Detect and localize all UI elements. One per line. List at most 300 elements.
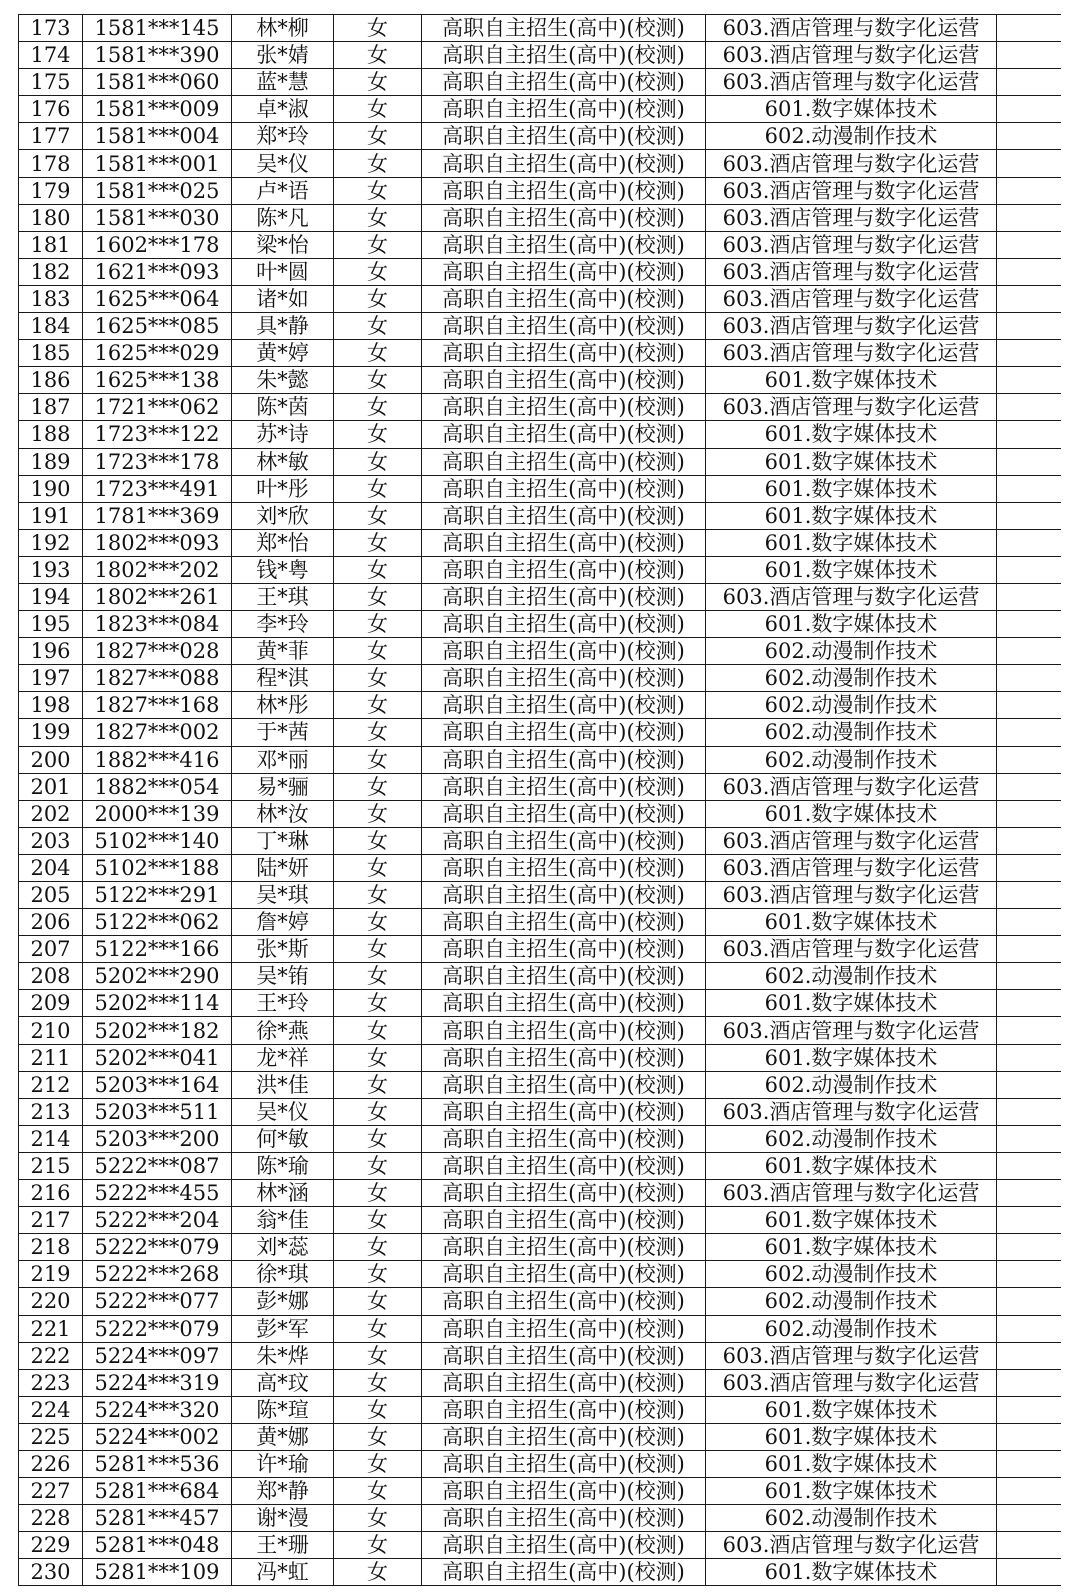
- empty-cell: [997, 882, 1061, 909]
- gender-cell: 女: [334, 1071, 422, 1098]
- name-cell: 程*淇: [232, 665, 334, 692]
- candidate-id-cell: 1827***028: [83, 638, 232, 665]
- gender-cell: 女: [334, 42, 422, 69]
- table-row: [19, 177, 1061, 204]
- candidate-id-cell: 1802***202: [83, 556, 232, 583]
- gender-cell: 女: [334, 1505, 422, 1532]
- gender-cell: 女: [334, 1396, 422, 1423]
- major-cell: 601.数字媒体技术: [706, 502, 997, 529]
- name-cell: 诸*如: [232, 285, 334, 312]
- empty-cell: [997, 1369, 1061, 1396]
- serial-number-cell: 175: [19, 69, 83, 96]
- empty-cell: [997, 638, 1061, 665]
- name-cell: 詹*婷: [232, 909, 334, 936]
- major-cell: 602.动漫制作技术: [706, 1261, 997, 1288]
- serial-number-cell: 183: [19, 285, 83, 312]
- serial-number-cell: 179: [19, 177, 83, 204]
- candidate-id-cell: 5222***087: [83, 1152, 232, 1179]
- table-row: [19, 231, 1061, 258]
- empty-cell: [997, 827, 1061, 854]
- admission-type-cell: 高职自主招生(高中)(校测): [422, 1125, 706, 1152]
- name-cell: 朱*烨: [232, 1342, 334, 1369]
- admission-type-cell: 高职自主招生(高中)(校测): [422, 285, 706, 312]
- name-cell: 郑*怡: [232, 529, 334, 556]
- serial-number-cell: 229: [19, 1532, 83, 1559]
- major-cell: 603.酒店管理与数字化运营: [706, 42, 997, 69]
- serial-number-cell: 226: [19, 1450, 83, 1477]
- major-cell: 601.数字媒体技术: [706, 990, 997, 1017]
- gender-cell: 女: [334, 719, 422, 746]
- empty-cell: [997, 719, 1061, 746]
- gender-cell: 女: [334, 1098, 422, 1125]
- table-row: [19, 882, 1061, 909]
- table-row: [19, 96, 1061, 123]
- gender-cell: 女: [334, 1180, 422, 1207]
- candidate-id-cell: 1781***369: [83, 502, 232, 529]
- admission-type-cell: 高职自主招生(高中)(校测): [422, 1450, 706, 1477]
- name-cell: 梁*怡: [232, 231, 334, 258]
- name-cell: 卢*语: [232, 177, 334, 204]
- serial-number-cell: 198: [19, 692, 83, 719]
- name-cell: 徐*燕: [232, 1017, 334, 1044]
- admission-type-cell: 高职自主招生(高中)(校测): [422, 1532, 706, 1559]
- table-row: [19, 1532, 1061, 1559]
- serial-number-cell: 193: [19, 556, 83, 583]
- admission-list-table: [18, 14, 1061, 1586]
- name-cell: 高*玟: [232, 1369, 334, 1396]
- gender-cell: 女: [334, 556, 422, 583]
- name-cell: 张*婧: [232, 42, 334, 69]
- serial-number-cell: 186: [19, 367, 83, 394]
- empty-cell: [997, 1396, 1061, 1423]
- gender-cell: 女: [334, 15, 422, 42]
- empty-cell: [997, 909, 1061, 936]
- table-row: [19, 69, 1061, 96]
- name-cell: 刘*欣: [232, 502, 334, 529]
- major-cell: 603.酒店管理与数字化运营: [706, 177, 997, 204]
- name-cell: 陈*瑜: [232, 1152, 334, 1179]
- table-row: [19, 502, 1061, 529]
- empty-cell: [997, 231, 1061, 258]
- table-row: [19, 909, 1061, 936]
- candidate-id-cell: 5203***511: [83, 1098, 232, 1125]
- name-cell: 陆*妍: [232, 854, 334, 881]
- candidate-id-cell: 1625***064: [83, 285, 232, 312]
- admission-type-cell: 高职自主招生(高中)(校测): [422, 42, 706, 69]
- admission-type-cell: 高职自主招生(高中)(校测): [422, 313, 706, 340]
- name-cell: 丁*琳: [232, 827, 334, 854]
- gender-cell: 女: [334, 123, 422, 150]
- empty-cell: [997, 773, 1061, 800]
- candidate-id-cell: 5222***204: [83, 1207, 232, 1234]
- table-row: [19, 42, 1061, 69]
- table-row: [19, 746, 1061, 773]
- name-cell: 王*玲: [232, 990, 334, 1017]
- major-cell: 601.数字媒体技术: [706, 1044, 997, 1071]
- empty-cell: [997, 936, 1061, 963]
- empty-cell: [997, 854, 1061, 881]
- gender-cell: 女: [334, 313, 422, 340]
- candidate-id-cell: 1802***261: [83, 583, 232, 610]
- serial-number-cell: 217: [19, 1207, 83, 1234]
- major-cell: 603.酒店管理与数字化运营: [706, 583, 997, 610]
- empty-cell: [997, 611, 1061, 638]
- empty-cell: [997, 96, 1061, 123]
- name-cell: 徐*琪: [232, 1261, 334, 1288]
- empty-cell: [997, 692, 1061, 719]
- gender-cell: 女: [334, 611, 422, 638]
- candidate-id-cell: 5224***319: [83, 1369, 232, 1396]
- serial-number-cell: 190: [19, 475, 83, 502]
- empty-cell: [997, 1315, 1061, 1342]
- candidate-id-cell: 2000***139: [83, 800, 232, 827]
- table-row: [19, 1261, 1061, 1288]
- serial-number-cell: 178: [19, 150, 83, 177]
- candidate-id-cell: 5281***457: [83, 1505, 232, 1532]
- table-row: [19, 448, 1061, 475]
- name-cell: 林*柳: [232, 15, 334, 42]
- name-cell: 吴*琪: [232, 882, 334, 909]
- admission-type-cell: 高职自主招生(高中)(校测): [422, 1234, 706, 1261]
- admission-type-cell: 高职自主招生(高中)(校测): [422, 475, 706, 502]
- empty-cell: [997, 475, 1061, 502]
- empty-cell: [997, 1125, 1061, 1152]
- admission-type-cell: 高职自主招生(高中)(校测): [422, 1261, 706, 1288]
- admission-type-cell: 高职自主招生(高中)(校测): [422, 882, 706, 909]
- empty-cell: [997, 258, 1061, 285]
- table-row: [19, 123, 1061, 150]
- admission-type-cell: 高职自主招生(高中)(校测): [422, 231, 706, 258]
- name-cell: 吴*铕: [232, 963, 334, 990]
- name-cell: 郑*静: [232, 1478, 334, 1505]
- admission-type-cell: 高职自主招生(高中)(校测): [422, 1152, 706, 1179]
- gender-cell: 女: [334, 502, 422, 529]
- candidate-id-cell: 5224***002: [83, 1423, 232, 1450]
- candidate-id-cell: 5222***079: [83, 1234, 232, 1261]
- empty-cell: [997, 556, 1061, 583]
- empty-cell: [997, 746, 1061, 773]
- serial-number-cell: 207: [19, 936, 83, 963]
- gender-cell: 女: [334, 827, 422, 854]
- name-cell: 洪*佳: [232, 1071, 334, 1098]
- admission-type-cell: 高职自主招生(高中)(校测): [422, 177, 706, 204]
- admission-type-cell: 高职自主招生(高中)(校测): [422, 258, 706, 285]
- serial-number-cell: 191: [19, 502, 83, 529]
- candidate-id-cell: 5202***041: [83, 1044, 232, 1071]
- admission-type-cell: 高职自主招生(高中)(校测): [422, 69, 706, 96]
- admission-type-cell: 高职自主招生(高中)(校测): [422, 1342, 706, 1369]
- empty-cell: [997, 421, 1061, 448]
- major-cell: 601.数字媒体技术: [706, 96, 997, 123]
- gender-cell: 女: [334, 96, 422, 123]
- major-cell: 602.动漫制作技术: [706, 1071, 997, 1098]
- name-cell: 张*斯: [232, 936, 334, 963]
- admission-type-cell: 高职自主招生(高中)(校测): [422, 583, 706, 610]
- gender-cell: 女: [334, 773, 422, 800]
- table-row: [19, 854, 1061, 881]
- table-row: [19, 638, 1061, 665]
- serial-number-cell: 203: [19, 827, 83, 854]
- table-row: [19, 340, 1061, 367]
- major-cell: 602.动漫制作技术: [706, 692, 997, 719]
- name-cell: 林*敏: [232, 448, 334, 475]
- gender-cell: 女: [334, 1450, 422, 1477]
- candidate-id-cell: 1581***030: [83, 204, 232, 231]
- gender-cell: 女: [334, 854, 422, 881]
- candidate-id-cell: 1882***054: [83, 773, 232, 800]
- table-row: [19, 1152, 1061, 1179]
- candidate-id-cell: 5222***077: [83, 1288, 232, 1315]
- major-cell: 602.动漫制作技术: [706, 1315, 997, 1342]
- major-cell: 603.酒店管理与数字化运营: [706, 1180, 997, 1207]
- serial-number-cell: 227: [19, 1478, 83, 1505]
- gender-cell: 女: [334, 1315, 422, 1342]
- serial-number-cell: 228: [19, 1505, 83, 1532]
- serial-number-cell: 197: [19, 665, 83, 692]
- empty-cell: [997, 800, 1061, 827]
- admission-type-cell: 高职自主招生(高中)(校测): [422, 990, 706, 1017]
- major-cell: 601.数字媒体技术: [706, 448, 997, 475]
- serial-number-cell: 223: [19, 1369, 83, 1396]
- major-cell: 601.数字媒体技术: [706, 1207, 997, 1234]
- major-cell: 603.酒店管理与数字化运营: [706, 394, 997, 421]
- name-cell: 黄*娜: [232, 1423, 334, 1450]
- gender-cell: 女: [334, 990, 422, 1017]
- gender-cell: 女: [334, 204, 422, 231]
- table-row: [19, 1505, 1061, 1532]
- admission-type-cell: 高职自主招生(高中)(校测): [422, 448, 706, 475]
- major-cell: 602.动漫制作技术: [706, 963, 997, 990]
- serial-number-cell: 214: [19, 1125, 83, 1152]
- serial-number-cell: 218: [19, 1234, 83, 1261]
- gender-cell: 女: [334, 1559, 422, 1586]
- candidate-id-cell: 1802***093: [83, 529, 232, 556]
- admission-type-cell: 高职自主招生(高中)(校测): [422, 1369, 706, 1396]
- major-cell: 601.数字媒体技术: [706, 1234, 997, 1261]
- candidate-id-cell: 1721***062: [83, 394, 232, 421]
- serial-number-cell: 174: [19, 42, 83, 69]
- admission-type-cell: 高职自主招生(高中)(校测): [422, 827, 706, 854]
- major-cell: 601.数字媒体技术: [706, 1396, 997, 1423]
- gender-cell: 女: [334, 475, 422, 502]
- table-row: [19, 1450, 1061, 1477]
- empty-cell: [997, 15, 1061, 42]
- gender-cell: 女: [334, 448, 422, 475]
- name-cell: 具*静: [232, 313, 334, 340]
- empty-cell: [997, 1559, 1061, 1586]
- major-cell: 603.酒店管理与数字化运营: [706, 204, 997, 231]
- gender-cell: 女: [334, 1478, 422, 1505]
- gender-cell: 女: [334, 692, 422, 719]
- gender-cell: 女: [334, 1017, 422, 1044]
- major-cell: 603.酒店管理与数字化运营: [706, 1098, 997, 1125]
- major-cell: 603.酒店管理与数字化运营: [706, 150, 997, 177]
- admission-type-cell: 高职自主招生(高中)(校测): [422, 611, 706, 638]
- serial-number-cell: 192: [19, 529, 83, 556]
- major-cell: 602.动漫制作技术: [706, 123, 997, 150]
- name-cell: 谢*漫: [232, 1505, 334, 1532]
- serial-number-cell: 204: [19, 854, 83, 881]
- major-cell: 603.酒店管理与数字化运营: [706, 1017, 997, 1044]
- admission-type-cell: 高职自主招生(高中)(校测): [422, 800, 706, 827]
- major-cell: 603.酒店管理与数字化运营: [706, 936, 997, 963]
- major-cell: 601.数字媒体技术: [706, 556, 997, 583]
- major-cell: 603.酒店管理与数字化运营: [706, 231, 997, 258]
- major-cell: 603.酒店管理与数字化运营: [706, 285, 997, 312]
- serial-number-cell: 184: [19, 313, 83, 340]
- empty-cell: [997, 150, 1061, 177]
- table-row: [19, 719, 1061, 746]
- major-cell: 603.酒店管理与数字化运营: [706, 313, 997, 340]
- gender-cell: 女: [334, 1152, 422, 1179]
- serial-number-cell: 215: [19, 1152, 83, 1179]
- admission-type-cell: 高职自主招生(高中)(校测): [422, 1396, 706, 1423]
- major-cell: 603.酒店管理与数字化运营: [706, 827, 997, 854]
- gender-cell: 女: [334, 1261, 422, 1288]
- serial-number-cell: 195: [19, 611, 83, 638]
- gender-cell: 女: [334, 963, 422, 990]
- name-cell: 王*琪: [232, 583, 334, 610]
- empty-cell: [997, 665, 1061, 692]
- table-row: [19, 1315, 1061, 1342]
- gender-cell: 女: [334, 882, 422, 909]
- empty-cell: [997, 1017, 1061, 1044]
- candidate-id-cell: 1625***029: [83, 340, 232, 367]
- empty-cell: [997, 177, 1061, 204]
- candidate-id-cell: 1581***060: [83, 69, 232, 96]
- major-cell: 601.数字媒体技术: [706, 1450, 997, 1477]
- serial-number-cell: 219: [19, 1261, 83, 1288]
- name-cell: 刘*蕊: [232, 1234, 334, 1261]
- name-cell: 林*彤: [232, 692, 334, 719]
- major-cell: 601.数字媒体技术: [706, 1478, 997, 1505]
- candidate-id-cell: 5281***109: [83, 1559, 232, 1586]
- major-cell: 603.酒店管理与数字化运营: [706, 882, 997, 909]
- name-cell: 叶*彤: [232, 475, 334, 502]
- empty-cell: [997, 1478, 1061, 1505]
- candidate-id-cell: 1827***088: [83, 665, 232, 692]
- major-cell: 601.数字媒体技术: [706, 421, 997, 448]
- serial-number-cell: 208: [19, 963, 83, 990]
- serial-number-cell: 224: [19, 1396, 83, 1423]
- empty-cell: [997, 1423, 1061, 1450]
- empty-cell: [997, 990, 1061, 1017]
- gender-cell: 女: [334, 800, 422, 827]
- admission-type-cell: 高职自主招生(高中)(校测): [422, 963, 706, 990]
- table-row: [19, 1125, 1061, 1152]
- major-cell: 601.数字媒体技术: [706, 1152, 997, 1179]
- name-cell: 于*茜: [232, 719, 334, 746]
- admission-type-cell: 高职自主招生(高中)(校测): [422, 692, 706, 719]
- name-cell: 陈*瑄: [232, 1396, 334, 1423]
- major-cell: 602.动漫制作技术: [706, 746, 997, 773]
- gender-cell: 女: [334, 1207, 422, 1234]
- name-cell: 彭*娜: [232, 1288, 334, 1315]
- empty-cell: [997, 1207, 1061, 1234]
- major-cell: 603.酒店管理与数字化运营: [706, 69, 997, 96]
- gender-cell: 女: [334, 394, 422, 421]
- name-cell: 彭*军: [232, 1315, 334, 1342]
- candidate-id-cell: 5203***164: [83, 1071, 232, 1098]
- gender-cell: 女: [334, 1342, 422, 1369]
- admission-type-cell: 高职自主招生(高中)(校测): [422, 150, 706, 177]
- table-row: [19, 1288, 1061, 1315]
- table-row: [19, 15, 1061, 42]
- gender-cell: 女: [334, 177, 422, 204]
- candidate-id-cell: 5122***062: [83, 909, 232, 936]
- gender-cell: 女: [334, 638, 422, 665]
- name-cell: 蓝*慧: [232, 69, 334, 96]
- empty-cell: [997, 1180, 1061, 1207]
- candidate-id-cell: 1581***025: [83, 177, 232, 204]
- candidate-id-cell: 1723***122: [83, 421, 232, 448]
- name-cell: 易*骊: [232, 773, 334, 800]
- candidate-id-cell: 1625***138: [83, 367, 232, 394]
- candidate-id-cell: 5102***140: [83, 827, 232, 854]
- name-cell: 王*珊: [232, 1532, 334, 1559]
- admission-type-cell: 高职自主招生(高中)(校测): [422, 1478, 706, 1505]
- major-cell: 602.动漫制作技术: [706, 665, 997, 692]
- candidate-id-cell: 5281***048: [83, 1532, 232, 1559]
- name-cell: 叶*圆: [232, 258, 334, 285]
- admission-type-cell: 高职自主招生(高中)(校测): [422, 15, 706, 42]
- empty-cell: [997, 1261, 1061, 1288]
- name-cell: 陈*茵: [232, 394, 334, 421]
- table-row: [19, 367, 1061, 394]
- table-row: [19, 990, 1061, 1017]
- admission-type-cell: 高职自主招生(高中)(校测): [422, 529, 706, 556]
- candidate-id-cell: 5102***188: [83, 854, 232, 881]
- major-cell: 602.动漫制作技术: [706, 638, 997, 665]
- candidate-id-cell: 5281***536: [83, 1450, 232, 1477]
- admission-type-cell: 高职自主招生(高中)(校测): [422, 746, 706, 773]
- major-cell: 603.酒店管理与数字化运营: [706, 1532, 997, 1559]
- empty-cell: [997, 340, 1061, 367]
- name-cell: 邓*丽: [232, 746, 334, 773]
- major-cell: 602.动漫制作技术: [706, 1505, 997, 1532]
- serial-number-cell: 220: [19, 1288, 83, 1315]
- admission-type-cell: 高职自主招生(高中)(校测): [422, 556, 706, 583]
- candidate-id-cell: 1827***002: [83, 719, 232, 746]
- admission-type-cell: 高职自主招生(高中)(校测): [422, 638, 706, 665]
- empty-cell: [997, 1044, 1061, 1071]
- empty-cell: [997, 1152, 1061, 1179]
- major-cell: 603.酒店管理与数字化运营: [706, 1369, 997, 1396]
- admission-type-cell: 高职自主招生(高中)(校测): [422, 1559, 706, 1586]
- candidate-id-cell: 5222***455: [83, 1180, 232, 1207]
- admission-type-cell: 高职自主招生(高中)(校测): [422, 123, 706, 150]
- candidate-id-cell: 1882***416: [83, 746, 232, 773]
- admission-type-cell: 高职自主招生(高中)(校测): [422, 1207, 706, 1234]
- empty-cell: [997, 583, 1061, 610]
- name-cell: 朱*懿: [232, 367, 334, 394]
- empty-cell: [997, 42, 1061, 69]
- candidate-id-cell: 1581***009: [83, 96, 232, 123]
- candidate-id-cell: 5202***182: [83, 1017, 232, 1044]
- empty-cell: [997, 1234, 1061, 1261]
- gender-cell: 女: [334, 1288, 422, 1315]
- gender-cell: 女: [334, 367, 422, 394]
- candidate-id-cell: 5202***290: [83, 963, 232, 990]
- table-row: [19, 285, 1061, 312]
- table-row: [19, 1559, 1061, 1586]
- serial-number-cell: 180: [19, 204, 83, 231]
- major-cell: 603.酒店管理与数字化运营: [706, 340, 997, 367]
- table-row: [19, 936, 1061, 963]
- serial-number-cell: 181: [19, 231, 83, 258]
- serial-number-cell: 173: [19, 15, 83, 42]
- major-cell: 603.酒店管理与数字化运营: [706, 1342, 997, 1369]
